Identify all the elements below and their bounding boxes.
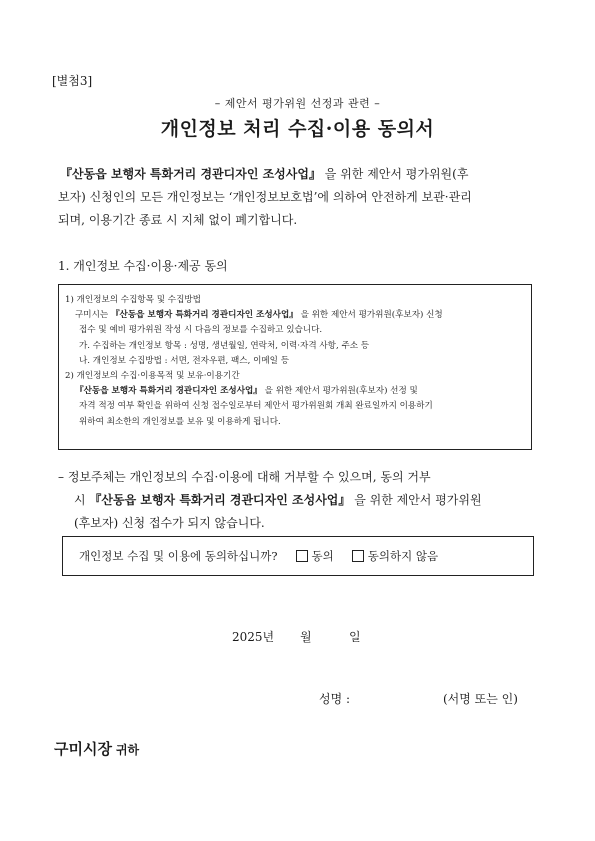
recipient-name: 구미시장	[54, 740, 112, 758]
item-2-heading: 2) 개인정보의 수집·이용목적 및 보유·이용기간	[65, 371, 240, 382]
item-1-line-2: 접수 및 예비 평가위원 작성 시 다음의 정보를 수집하고 있습니다.	[79, 325, 323, 336]
intro-paragraph	[58, 163, 548, 232]
intro-line-3: 되며, 이용기간 종료 시 지체 없이 폐기합니다.	[58, 213, 298, 227]
name-label: 성명 :	[319, 692, 351, 706]
disagree-label: 동의하지 않음	[367, 549, 439, 563]
consent-question: 개인정보 수집 및 이용에 동의하십니까?	[79, 549, 278, 563]
document-subtitle: – 제안서 평가위원 선정과 관련 –	[214, 97, 381, 110]
item-1-line-1-suffix: 을 위한 제안서 평가위원(후보자) 신청	[297, 310, 443, 321]
notice-line-2-suffix: 을 위한 제안서 평가위원	[350, 493, 482, 507]
date-month: 월	[300, 630, 312, 644]
recipient-honorific: 귀하	[115, 743, 140, 757]
project-name: 『산동읍 보행자 특화거리 경관디자인 조성사업』	[110, 310, 298, 321]
document-title: 개인정보 처리 수집·이용 동의서	[160, 118, 435, 140]
intro-line-2: 보자) 신청인의 모든 개인정보는 ‘개인정보보호법’에 의하여 안전하게 보관·관리	[58, 190, 472, 204]
item-1-line-1	[65, 308, 525, 323]
consent-details-box	[58, 284, 532, 450]
notice-line-3: (후보자) 신청 접수가 되지 않습니다.	[74, 516, 265, 530]
attachment-label: [별첨3]	[52, 74, 93, 88]
agree-label: 동의	[311, 549, 334, 563]
item-1-b: 나. 개인정보 수집방법 : 서면, 전자우편, 팩스, 이메일 등	[79, 355, 290, 366]
consent-question-box	[62, 536, 534, 576]
agree-checkbox[interactable]	[296, 550, 308, 562]
item-2-line-1-suffix: 을 위한 제안서 평가위원(후보자) 선정 및	[261, 386, 418, 397]
recipient	[54, 738, 139, 759]
notice-line-2	[58, 489, 548, 512]
item-2-line-1	[65, 384, 525, 399]
date-year: 2025년	[232, 630, 275, 644]
project-name: 『산동읍 보행자 특화거리 경관디자인 조성사업』	[75, 386, 262, 397]
item-1-a: 가. 수집하는 개인정보 항목 : 성명, 생년월일, 연락처, 이력·자격 사항, 주소 등	[79, 340, 370, 351]
signature-note: (서명 또는 인)	[443, 692, 518, 706]
notice-line-1: – 정보주체는 개인정보의 수집·이용에 대해 거부할 수 있으며, 동의 거부	[58, 470, 431, 484]
intro-line-1	[58, 163, 548, 186]
item-2-line-2: 자격 적정 여부 확인을 위하여 신청 접수일로부터 제안서 평가위원회 개최 완료일까지 이용하기	[79, 401, 433, 412]
project-name: 『산동읍 보행자 특화거리 경관디자인 조성사업』	[60, 167, 321, 181]
date-day: 일	[349, 630, 361, 644]
disagree-checkbox[interactable]	[352, 550, 364, 562]
refusal-notice	[58, 466, 548, 535]
item-1-line-1-prefix: 구미시는	[75, 310, 111, 321]
item-2-line-3: 위하여 최소한의 개인정보를 보유 및 이용하게 됩니다.	[79, 416, 281, 427]
intro-line-1-text: 을 위한 제안서 평가위원(후	[320, 167, 469, 181]
notice-line-2-prefix: 시	[74, 493, 90, 507]
item-1-heading: 1) 개인정보의 수집항목 및 수집방법	[65, 295, 201, 305]
project-name: 『산동읍 보행자 특화거리 경관디자인 조성사업』	[89, 493, 351, 507]
section-1-heading: 1. 개인정보 수집·이용·제공 동의	[58, 259, 228, 273]
